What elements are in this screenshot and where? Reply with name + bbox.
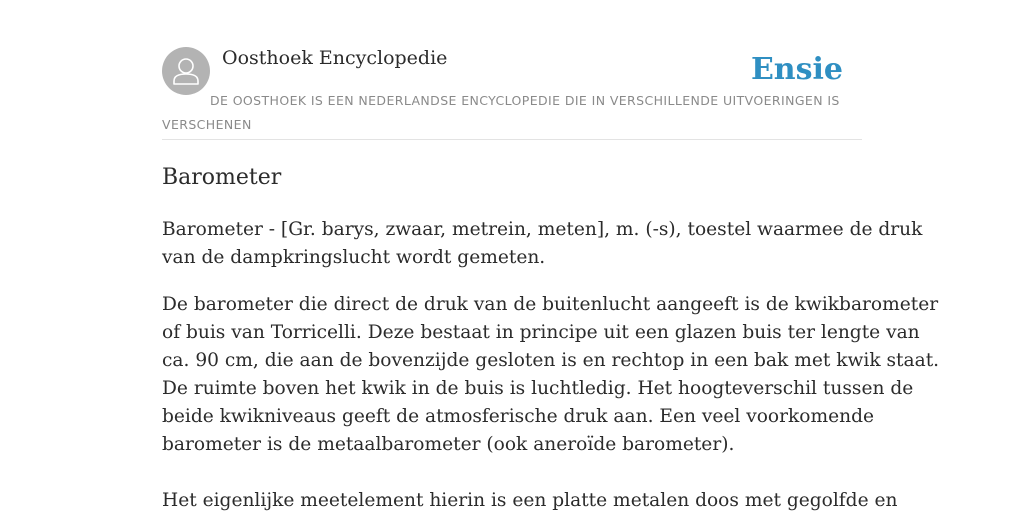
text-line: De ruimte boven het kwik in de buis is luchtledig. Het hoogteverschil tussen de — [162, 378, 914, 399]
article — [162, 162, 940, 512]
text-line: De barometer die direct de druk van de buitenlucht aangeeft is de kwikbarometer — [162, 294, 939, 315]
article-title: Barometer — [162, 165, 282, 190]
site-tagline: DE OOSTHOEK IS EEN NEDERLANDSE ENCYCLOPEDIE DIE IN VERSCHILLENDE UITVOERINGEN IS VERSCHENEN — [162, 93, 840, 132]
text-line: Het eigenlijke meetelement hierin is een platte metalen doos met gegolfde en — [162, 490, 898, 511]
text-line: of buis van Torricelli. Deze bestaat in principe uit een glazen buis ter lengte van — [162, 322, 920, 343]
text-line: barometer is de metaalbarometer (ook aneroïde barometer). — [162, 434, 735, 455]
text-line: beide kwikniveaus geeft de atmosferische druk aan. Een veel voorkomende — [162, 406, 874, 427]
text-line: ca. 90 cm, die aan de bovenzijde gesloten is en rechtop in een bak met kwik staat. — [162, 350, 940, 371]
site-header — [162, 46, 862, 140]
user-avatar-icon[interactable] — [162, 47, 210, 95]
definition-paragraph — [162, 216, 923, 272]
site-name-link[interactable]: Oosthoek Encyclopedie — [222, 47, 448, 69]
body-paragraph — [162, 291, 940, 459]
brand-logo-link[interactable]: Ensie — [750, 52, 843, 87]
person-outline-icon — [162, 47, 210, 95]
text-line: Barometer - [Gr. barys, zwaar, metrein, meten], m. (-s), toestel waarmee de druk — [162, 219, 923, 240]
continuation-paragraph — [162, 487, 898, 512]
text-line: van de dampkringslucht wordt gemeten. — [162, 247, 546, 268]
